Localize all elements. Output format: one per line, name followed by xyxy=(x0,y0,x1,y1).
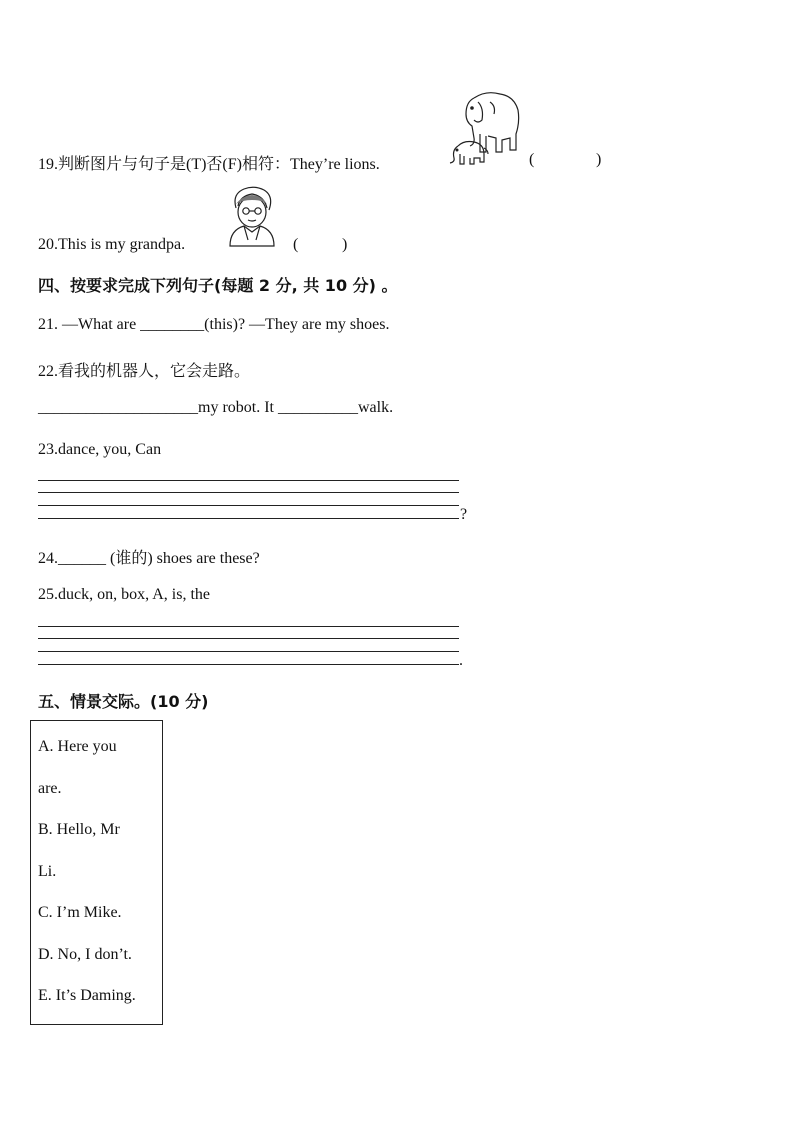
answer-paren-open: ( xyxy=(293,236,299,253)
option-b-line-2: Li. xyxy=(38,863,57,880)
answer-line[interactable] xyxy=(38,638,459,639)
elephant-icon xyxy=(444,88,524,170)
question-22-prompt: 22.看我的机器人，它会走路。 xyxy=(38,363,251,380)
question-25: 25.duck, on, box, A, is, the xyxy=(38,586,210,603)
answer-line[interactable] xyxy=(38,518,459,519)
answer-line[interactable] xyxy=(38,505,459,506)
option-d: D. No, I don’t. xyxy=(38,946,132,963)
option-b-line-1: B. Hello, Mr xyxy=(38,821,120,838)
question-20: 20.This is my grandpa. xyxy=(38,236,186,253)
question-19: 19.判断图片与句子是(T)否(F)相符：They’re lions. xyxy=(38,156,380,173)
option-a-line-2: are. xyxy=(38,780,62,797)
answer-paren-open: ( xyxy=(529,151,535,168)
question-25-end-mark: . xyxy=(459,652,463,669)
question-23-end-mark: ? xyxy=(460,506,468,523)
answer-line[interactable] xyxy=(38,651,459,652)
section-5-title: 五、情景交际。(10 分) xyxy=(38,692,209,711)
question-21: 21. —What are ________(this)? —They are my shoes. xyxy=(38,316,390,333)
question-24: 24.______ (谁的) shoes are these? xyxy=(38,550,260,567)
answer-paren-close: ) xyxy=(342,236,348,253)
option-a-line-1: A. Here you xyxy=(38,738,117,755)
answer-line[interactable] xyxy=(38,480,459,481)
question-22-answer-line[interactable]: ____________________my robot. It __________walk. xyxy=(38,399,394,416)
answer-line[interactable] xyxy=(38,492,459,493)
answer-line[interactable] xyxy=(38,626,459,627)
option-c: C. I’m Mike. xyxy=(38,904,122,921)
answer-line[interactable] xyxy=(38,664,459,665)
grandma-icon xyxy=(222,184,282,248)
section-4-title: 四、按要求完成下列句子(每题 2 分, 共 10 分) 。 xyxy=(38,276,398,295)
question-23: 23.dance, you, Can xyxy=(38,441,162,458)
answer-paren-close: ) xyxy=(596,151,602,168)
option-e: E. It’s Daming. xyxy=(38,987,136,1004)
